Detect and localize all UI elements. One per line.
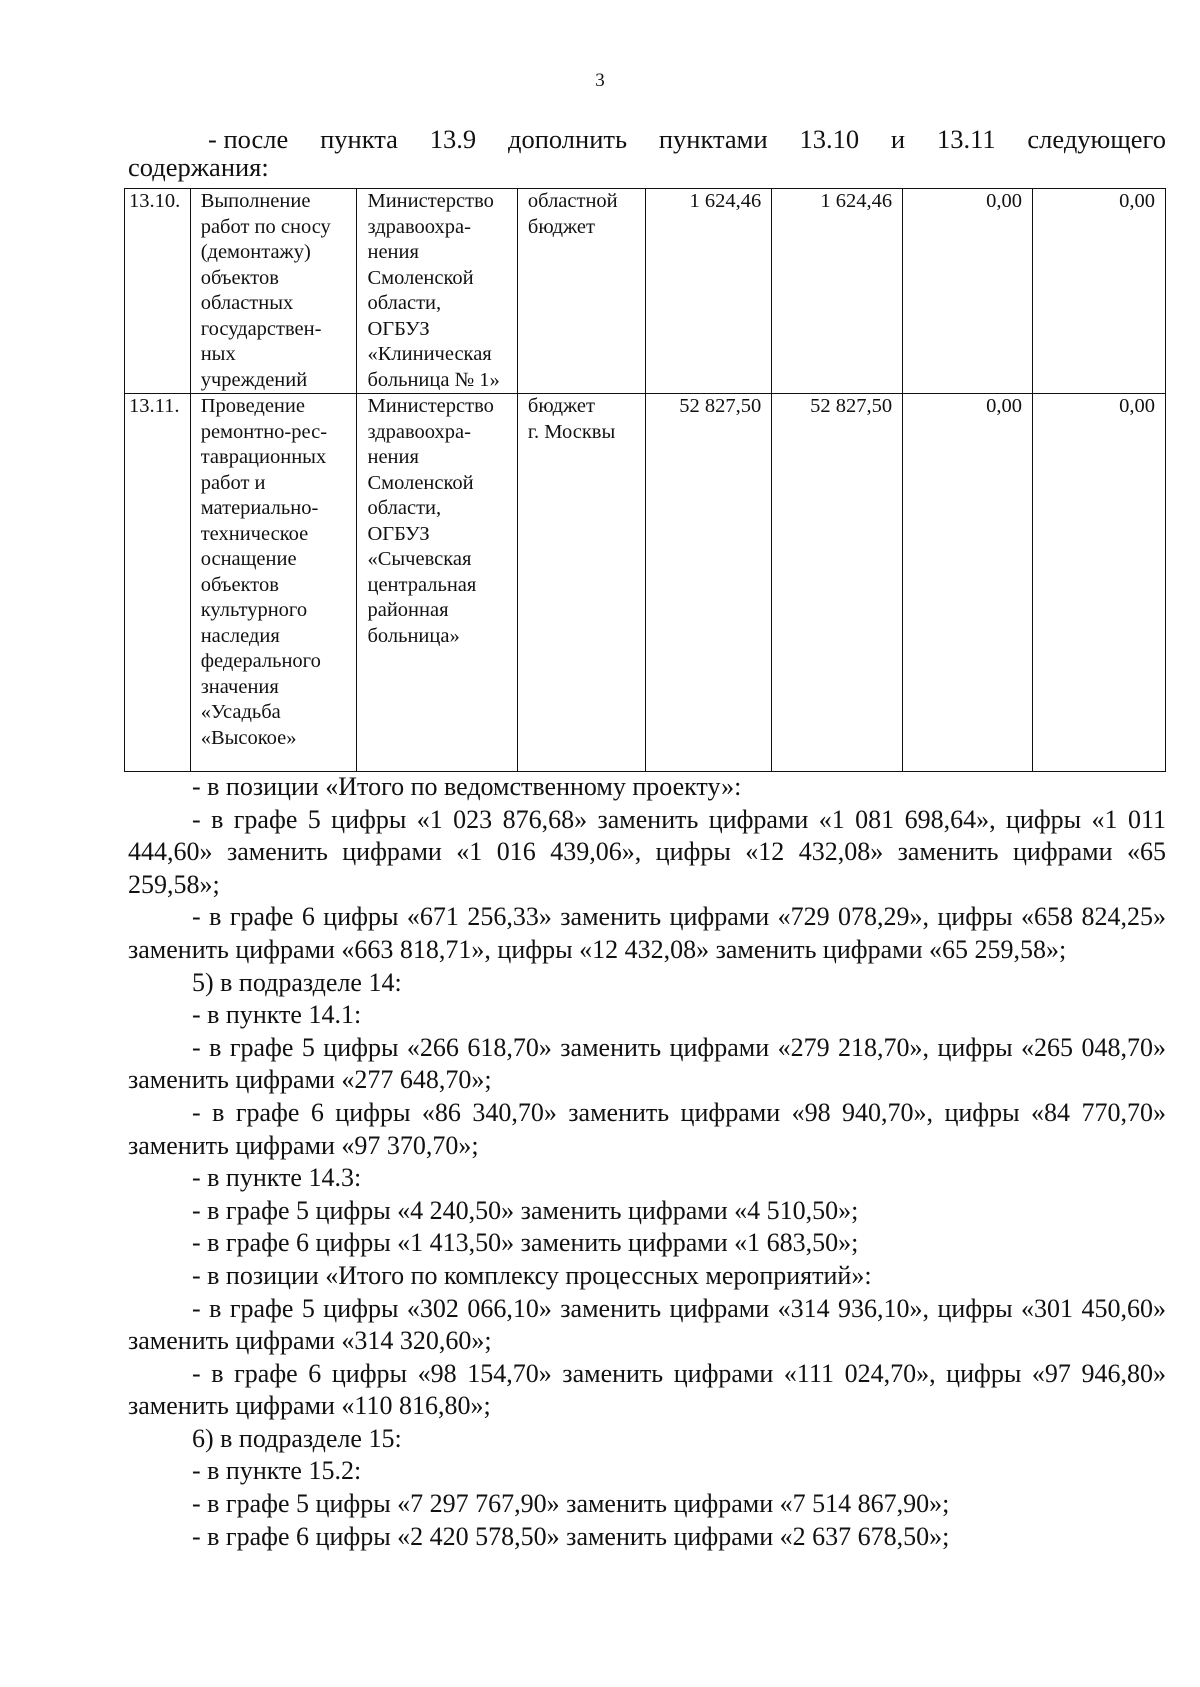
intro-continuation: содержания: bbox=[128, 152, 269, 182]
intro-word: дополнить bbox=[507, 124, 628, 154]
row-source: областной бюджет bbox=[527, 190, 618, 238]
row-source-cell bbox=[517, 189, 645, 394]
row-name: Выполнение работ по сносу (демонтажу) объектов областных государствен- ных учреждений bbox=[200, 190, 331, 391]
paragraph: 6) в подразделе 15: bbox=[192, 1423, 402, 1453]
row-value-3: 0,00 bbox=[986, 395, 1022, 417]
row-value-3: 0,00 bbox=[986, 190, 1022, 212]
intro-word: и bbox=[890, 124, 906, 154]
paragraph: - в позиции «Итого по комплексу процессных мероприятий»: bbox=[192, 1260, 872, 1290]
row-name-cell bbox=[190, 189, 357, 394]
table-row bbox=[125, 189, 1166, 394]
amendment-text bbox=[128, 771, 1166, 1553]
row-value-2: 1 624,46 bbox=[820, 190, 893, 212]
paragraph: - в пункте 14.3: bbox=[192, 1163, 362, 1193]
intro-word: 13.10 bbox=[799, 124, 860, 154]
row-value-2: 52 827,50 bbox=[810, 395, 893, 417]
row-source: бюджет г. Москвы bbox=[527, 395, 616, 443]
intro-word: - после bbox=[208, 124, 289, 154]
row-value-cell bbox=[645, 189, 772, 394]
paragraph: - в графе 5 цифры «266 618,70» заменить цифрами «279 218,70», цифры «265 048,70» заменить цифрами «277 648,70»; bbox=[128, 1032, 1166, 1095]
amendment-table bbox=[124, 188, 1166, 772]
paragraph: - в позиции «Итого по ведомственному проекту»: bbox=[192, 772, 742, 801]
row-code: 13.11. bbox=[129, 395, 180, 417]
paragraph: - в графе 6 цифры «98 154,70» заменить цифрами «111 024,70», цифры «97 946,80» заменить цифрами «110 816,80»; bbox=[128, 1358, 1166, 1421]
row-value-cell bbox=[772, 189, 903, 394]
row-value-cell bbox=[903, 189, 1033, 394]
intro-paragraph bbox=[128, 123, 1166, 183]
row-value-4: 0,00 bbox=[1119, 190, 1155, 212]
paragraph: - в графе 6 цифры «671 256,33» заменить цифрами «729 078,29», цифры «658 824,25» заменить цифрами «663 818,71», цифры «12 432,08» заменить цифрами «65 259,58»; bbox=[128, 902, 1166, 964]
page-number: 3 bbox=[595, 70, 605, 91]
paragraph: - в графе 6 цифры «1 413,50» заменить цифрами «1 683,50»; bbox=[192, 1228, 859, 1258]
row-value-cell bbox=[1032, 394, 1165, 772]
row-value-1: 52 827,50 bbox=[679, 395, 762, 417]
paragraph: - в графе 6 цифры «86 340,70» заменить цифрами «98 940,70», цифры «84 770,70» заменить цифрами «97 370,70»; bbox=[128, 1097, 1166, 1160]
paragraph: 5) в подразделе 14: bbox=[192, 967, 402, 997]
paragraph: - в графе 5 цифры «7 297 767,90» заменить цифрами «7 514 867,90»; bbox=[192, 1489, 950, 1519]
row-value-4: 0,00 bbox=[1119, 395, 1155, 417]
row-name-cell bbox=[190, 394, 357, 772]
row-code: 13.10. bbox=[129, 190, 181, 212]
paragraph: - в пункте 14.1: bbox=[192, 1000, 362, 1030]
row-executor-cell bbox=[357, 189, 517, 394]
paragraph: - в пункте 15.2: bbox=[192, 1456, 362, 1486]
row-executor: Министерство здравоохра- нения Смоленской области, ОГБУЗ «Клиническая больница № 1» bbox=[367, 190, 500, 391]
row-executor: Министерство здравоохра- нения Смоленской области, ОГБУЗ «Сычевская центральная районная больница» bbox=[367, 395, 494, 647]
paragraph: - в графе 5 цифры «302 066,10» заменить цифрами «314 936,10», цифры «301 450,60» заменить цифрами «314 320,60»; bbox=[128, 1293, 1166, 1356]
row-name: Проведение ремонтно-рес- таврационных работ и материально- техническое оснащение объектов культурного наследия федерального значения «Усадьба «Высокое» bbox=[200, 395, 328, 749]
row-executor-cell bbox=[357, 394, 517, 772]
row-value-cell bbox=[1032, 189, 1165, 394]
intro-word: следующего bbox=[1027, 124, 1166, 154]
row-source-cell bbox=[517, 394, 645, 772]
intro-word: пунктами bbox=[658, 124, 768, 154]
paragraph: - в графе 5 цифры «4 240,50» заменить цифрами «4 510,50»; bbox=[192, 1195, 859, 1225]
row-value-cell bbox=[772, 394, 903, 772]
row-code-cell bbox=[125, 394, 191, 772]
row-value-1: 1 624,46 bbox=[689, 190, 762, 212]
row-value-cell bbox=[903, 394, 1033, 772]
paragraph: - в графе 5 цифры «1 023 876,68» заменить цифрами «1 081 698,64», цифры «1 011 444,60» заменить цифрами «1 016 439,06», цифры «12 432,08» заменить цифрами «65 259,58»; bbox=[128, 804, 1166, 899]
intro-word: пункта bbox=[320, 124, 398, 154]
intro-word: 13.11 bbox=[936, 124, 996, 154]
intro-word: 13.9 bbox=[429, 124, 477, 154]
paragraph: - в графе 6 цифры «2 420 578,50» заменить цифрами «2 637 678,50»; bbox=[192, 1521, 950, 1551]
table-row bbox=[125, 394, 1166, 772]
row-code-cell bbox=[125, 189, 191, 394]
row-value-cell bbox=[645, 394, 772, 772]
